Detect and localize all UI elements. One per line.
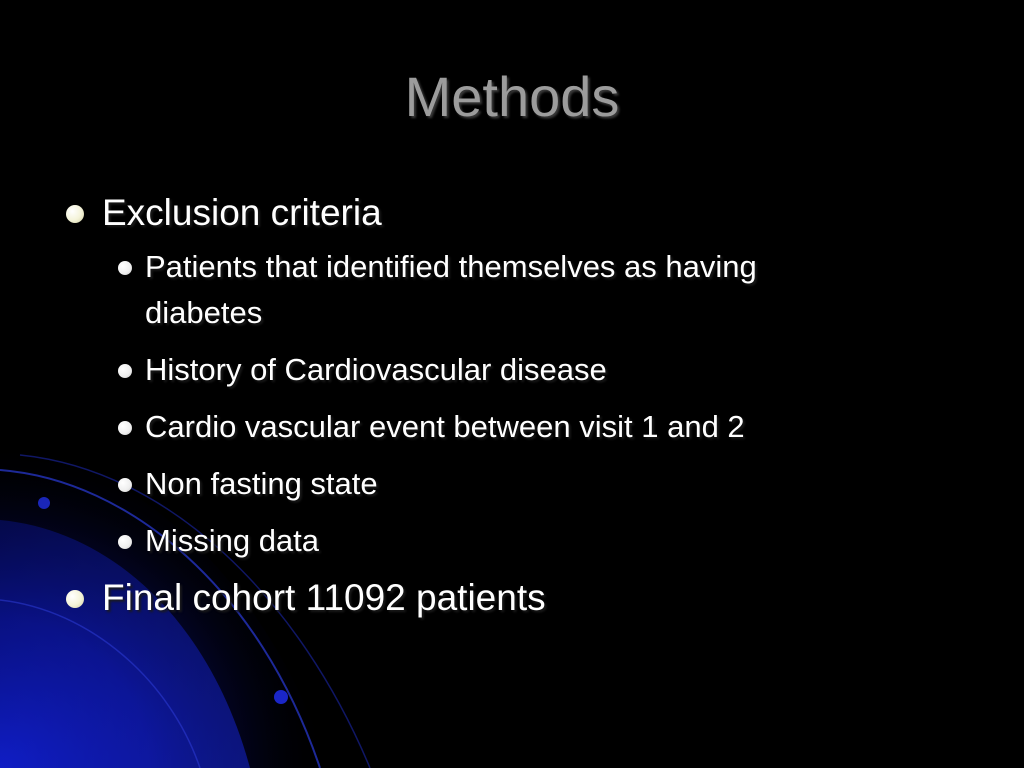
sub-bullet-item [116, 347, 905, 393]
bullet-dot-icon [66, 590, 84, 608]
sub-bullet-dot-icon [118, 261, 132, 275]
sub-bullet-text: Non fasting state [145, 466, 378, 501]
sub-bullet-item [116, 404, 905, 450]
slide-title: Methods [404, 65, 620, 128]
sub-bullet-item [116, 244, 905, 336]
sub-bullet-text-continued: diabetes [145, 295, 263, 330]
sub-bullet-item [116, 518, 905, 564]
sub-bullet-text: History of Cardiovascular disease [145, 352, 607, 387]
bullet-final-cohort [62, 575, 962, 621]
sub-bullet-dot-icon [118, 535, 132, 549]
sub-bullet-dot-icon [118, 364, 132, 378]
bullet-dot-icon [66, 205, 84, 223]
sub-bullet-dot-icon [118, 478, 132, 492]
blue-dot-2 [274, 690, 288, 704]
sub-bullet-text: Patients that identified themselves as having [145, 249, 757, 284]
sub-bullet-text: Cardio vascular event between visit 1 and 2 [145, 409, 745, 444]
sub-bullet-item [116, 461, 905, 507]
bullet-label: Final cohort 11092 patients [102, 577, 546, 618]
blue-dot-1 [38, 497, 50, 509]
sub-bullet-text: Missing data [145, 523, 320, 558]
slide-body [62, 190, 962, 621]
sub-bullet-dot-icon [118, 421, 132, 435]
bullet-exclusion-criteria [62, 190, 962, 236]
bullet-label: Exclusion criteria [102, 192, 382, 233]
sub-bullet-list [116, 244, 962, 564]
